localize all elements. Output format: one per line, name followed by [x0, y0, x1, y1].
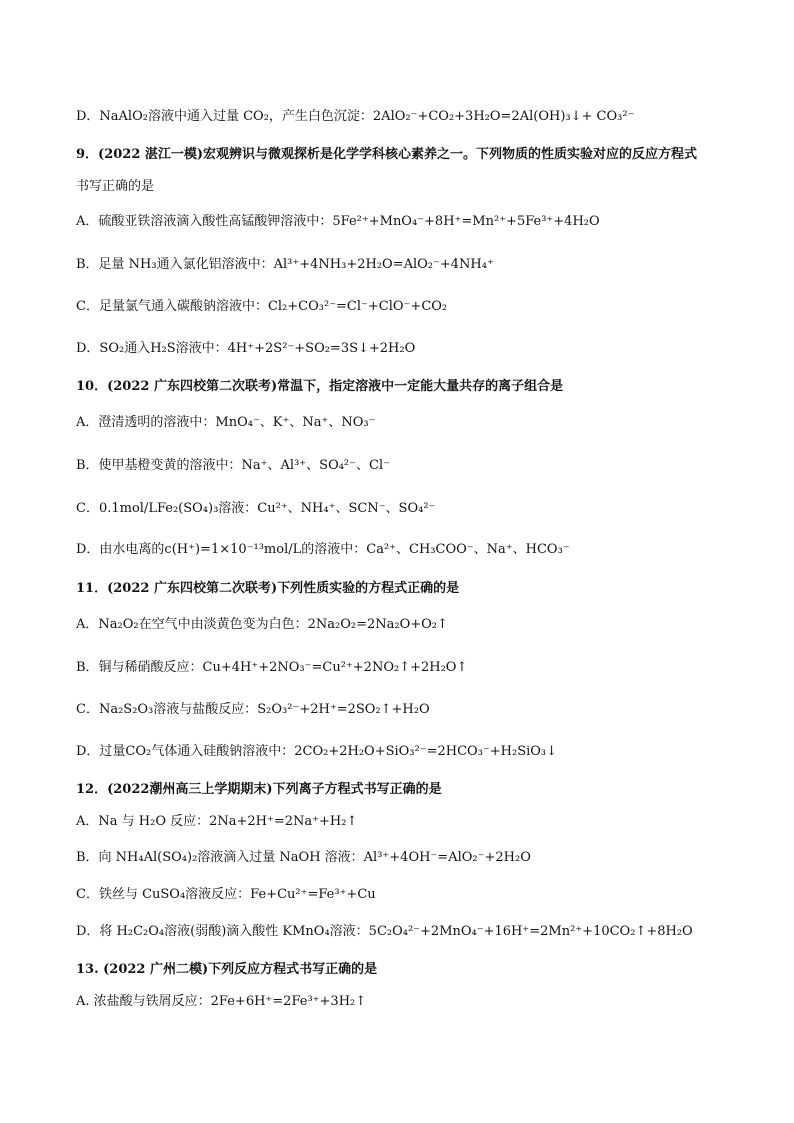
q13-option-a: A. 浓盐酸与铁屑反应：2Fe+6H⁺=2Fe³⁺+3H₂↑ — [76, 994, 367, 1009]
q10-option-d: D．由水电离的c(H⁺)=1×10⁻¹³mol/L的溶液中：Ca²⁺、CH₃COO⁻、Na⁺、HCO₃⁻ — [76, 542, 570, 557]
q8-option-d: D．NaAlO₂溶液中通入过量 CO₂，产生白色沉淀：2AlO₂⁻+CO₂+3H₂O=2Al(OH)₃↓+ CO₃²⁻ — [76, 109, 635, 124]
q9-option-b: B．足量 NH₃通入氯化铝溶液中：Al³⁺+4NH₃+2H₂O=AlO₂⁻+4NH₄⁺ — [76, 257, 494, 272]
q11-option-d: D．过量CO₂气体通入硅酸钠溶液中：2CO₂+2H₂O+SiO₃²⁻=2HCO₃⁻+H₂SiO₃↓ — [76, 744, 558, 759]
q12-stem: 12．(2022潮州高三上学期期末)下列离子方程式书写正确的是 — [76, 782, 442, 797]
q9-stem-cont: 书写正确的是 — [76, 179, 155, 194]
q10-option-c: C．0.1mol/LFe₂(SO₄)₃溶液：Cu²⁺、NH₄⁺、SCN⁻、SO₄²⁻ — [76, 501, 436, 516]
q9-stem: 9．(2022 湛江一模)宏观辨识与微观探析是化学学科核心素养之一。下列物质的性质实验对应的反应方程式 — [76, 147, 698, 162]
q9-option-d: D．SO₂通入H₂S溶液中：4H⁺+2S²⁻+SO₂=3S↓+2H₂O — [76, 341, 416, 356]
q9-option-c: C．足量氯气通入碳酸钠溶液中：Cl₂+CO₃²⁻=Cl⁻+ClO⁻+CO₂ — [76, 299, 448, 314]
q10-option-a: A．澄清透明的溶液中：MnO₄⁻、K⁺、Na⁺、NO₃⁻ — [76, 415, 376, 430]
q11-option-a: A．Na₂O₂在空气中由淡黄色变为白色：2Na₂O₂=2Na₂O+O₂↑ — [76, 617, 448, 632]
q12-option-a: A．Na 与 H₂O 反应：2Na+2H⁺=2Na⁺+H₂↑ — [76, 814, 358, 829]
q10-option-b: B．使甲基橙变黄的溶液中：Na⁺、Al³⁺、SO₄²⁻、Cl⁻ — [76, 458, 390, 473]
q13-stem: 13. (2022 广州二模)下列反应方程式书写正确的是 — [76, 962, 378, 977]
q11-option-b: B．铜与稀硝酸反应：Cu+4H⁺+2NO₃⁻=Cu²⁺+2NO₂↑+2H₂O↑ — [76, 660, 468, 675]
q12-option-d: D．将 H₂C₂O₄溶液(弱酸)滴入酸性 KMnO₄溶液：5C₂O₄²⁻+2MnO₄⁻+16H⁺=2Mn²⁺+10CO₂↑+8H₂O — [76, 924, 693, 939]
q11-option-c: C．Na₂S₂O₃溶液与盐酸反应：S₂O₃²⁻+2H⁺=2SO₂↑+H₂O — [76, 702, 430, 717]
q12-option-b: B．向 NH₄Al(SO₄)₂溶液滴入过量 NaOH 溶液：Al³⁺+4OH⁻=AlO₂⁻+2H₂O — [76, 850, 531, 865]
q11-stem: 11．(2022 广东四校第二次联考)下列性质实验的方程式正确的是 — [76, 581, 460, 596]
q12-option-c: C．铁丝与 CuSO₄溶液反应：Fe+Cu²⁺=Fe³⁺+Cu — [76, 887, 376, 902]
q9-option-a: A．硫酸亚铁溶液滴入酸性高锰酸钾溶液中：5Fe²⁺+MnO₄⁻+8H⁺=Mn²⁺+5Fe³⁺+4H₂O — [76, 214, 600, 229]
q10-stem: 10．(2022 广东四校第二次联考)常温下，指定溶液中一定能大量共存的离子组合是 — [76, 379, 564, 394]
